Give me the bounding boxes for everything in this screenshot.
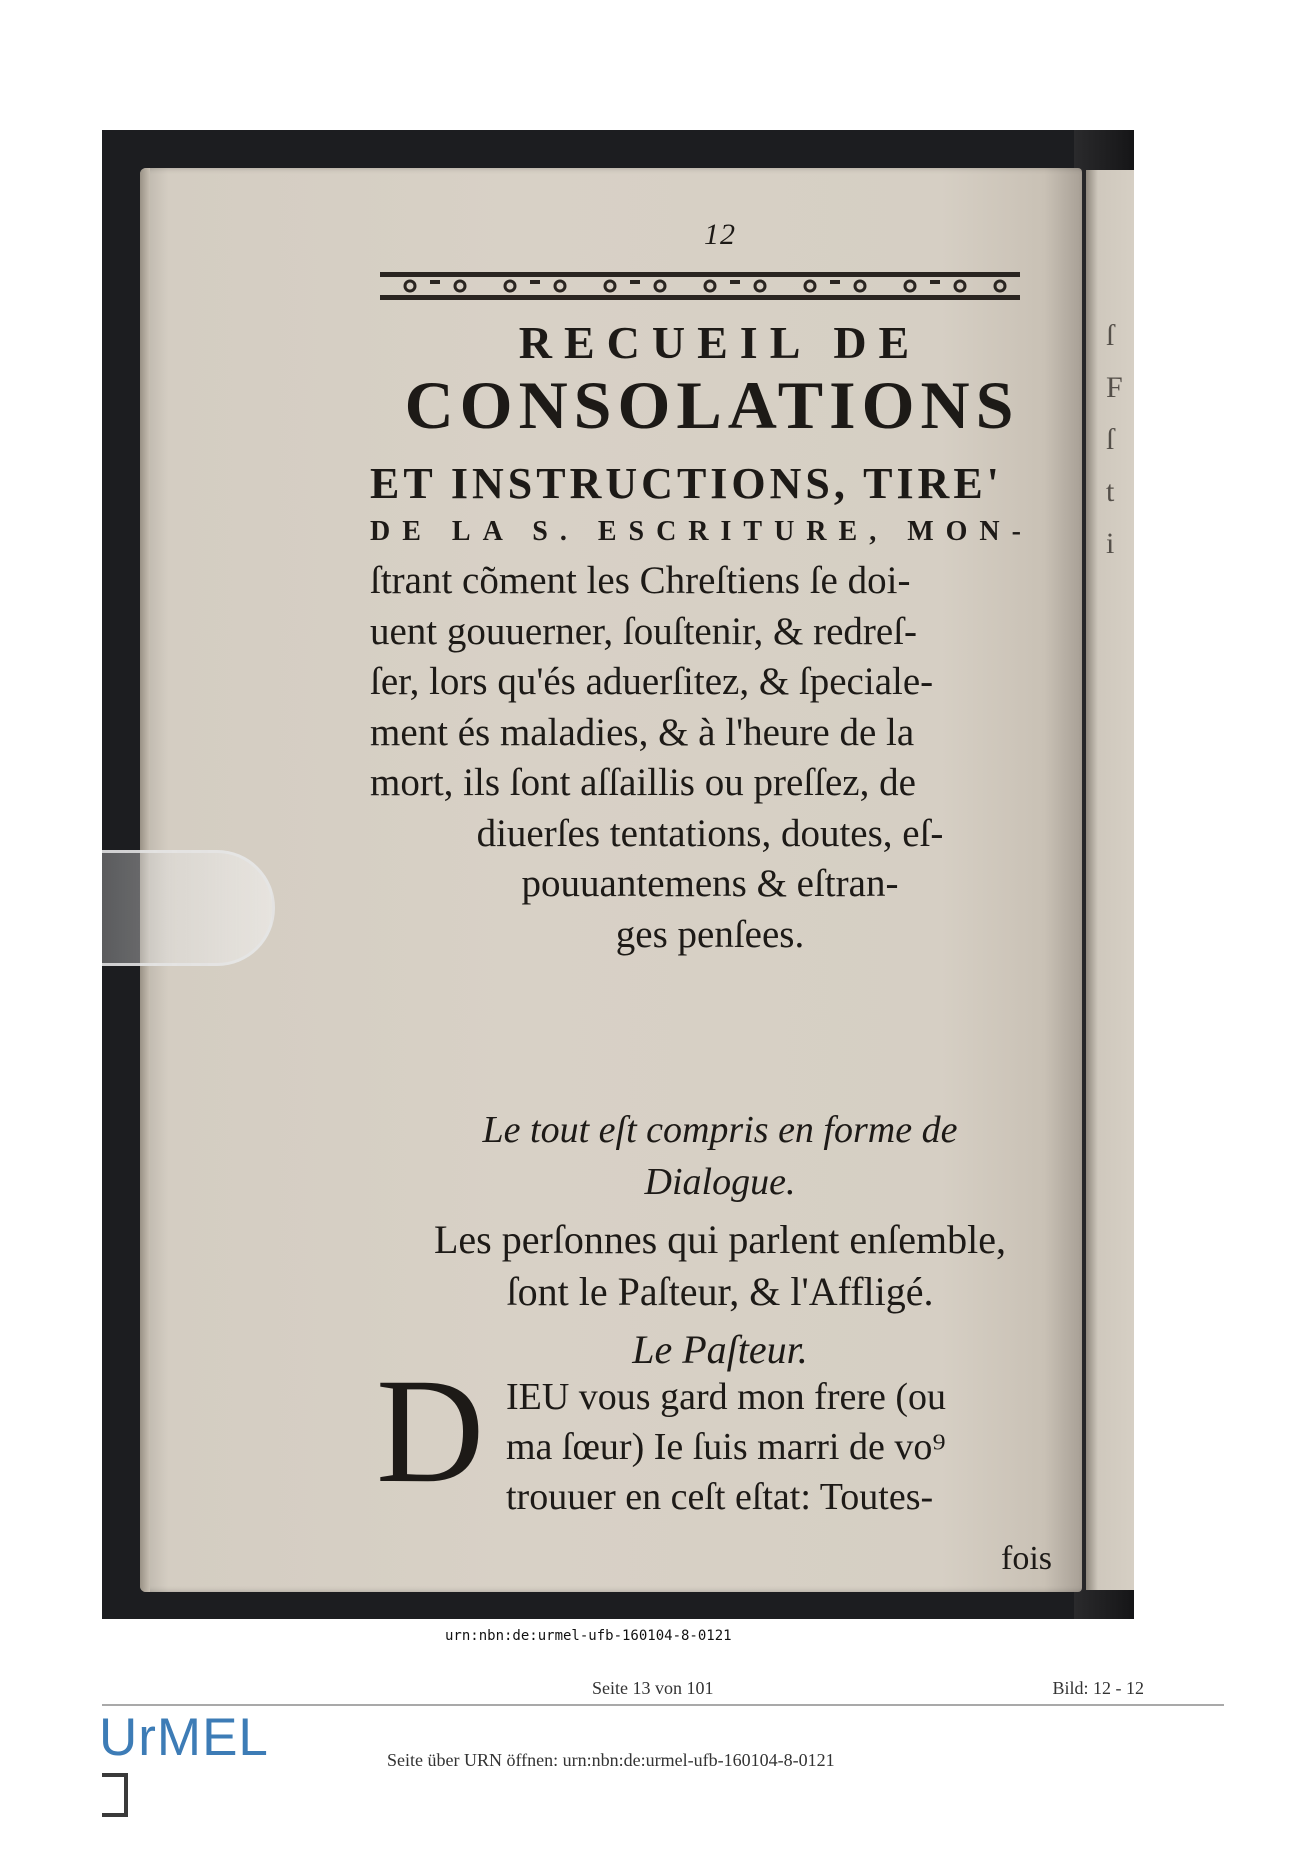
title-line-1: RECUEIL DE <box>518 317 922 368</box>
open-via-urn-link[interactable]: Seite über URN öffnen: urn:nbn:de:urmel-ufb-160104-8-0121 <box>387 1750 835 1770</box>
speakers-line-1: Les perſonnes qui parlent enſemble, <box>433 1217 1007 1262</box>
body-line: pouuantemens & eſtran- <box>521 862 899 905</box>
facing-page-letter: t <box>1106 475 1115 508</box>
page-counter: Seite 13 von 101 <box>592 1678 714 1698</box>
catchword: fois <box>1001 1540 1052 1577</box>
body-line: uent gouuerner, ſouſtenir, & redreſ- <box>370 609 918 653</box>
body-line: ſtrant cõment les Chreſtiens ſe doi- <box>370 559 911 602</box>
scanned-page-image <box>102 130 1134 1619</box>
image-counter: Bild: 12 - 12 <box>1052 1678 1144 1698</box>
form-note-line-2: Dialogue. <box>644 1161 796 1203</box>
dialogue-line: ma ſœur) Ie ſuis marri de vo⁹ <box>506 1426 946 1468</box>
facing-page-letter: i <box>1106 527 1115 560</box>
body-line: ſer, lors qu'és aduerſitez, & ſpeciale- <box>370 660 934 703</box>
speakers-note <box>380 1214 1060 1318</box>
body-line: ment és maladies, & à l'heure de la <box>370 710 915 754</box>
facing-page-letters <box>1106 310 1126 570</box>
dialogue-opening <box>506 1372 1066 1522</box>
ornament-band <box>380 266 1020 306</box>
drop-cap: D <box>376 1348 485 1514</box>
facing-page-edge <box>1086 170 1134 1590</box>
book-leaf <box>140 168 1082 1592</box>
body-line: ges penſees. <box>615 912 805 956</box>
facing-page-letter: ſ <box>1106 319 1115 352</box>
facing-page-letter: ſ <box>1106 423 1115 456</box>
dialogue-line: IEU vous gard mon frere (ou <box>506 1376 947 1418</box>
title-body <box>370 556 1050 960</box>
logo-text: UrMEL <box>99 1708 269 1767</box>
body-line: mort, ils ſont aſſaillis ou preſſez, de <box>370 761 916 804</box>
title-line-3: ET INSTRUCTIONS, TIRE' <box>370 459 1003 508</box>
facing-page-letter: F <box>1106 371 1123 404</box>
urmel-logo[interactable] <box>99 1708 289 1768</box>
logo-box-icon <box>102 1773 128 1817</box>
printed-page-number: 12 <box>704 218 736 251</box>
footer-info-bar <box>102 1676 1224 1706</box>
dialogue-line: trouuer en ceſt eſtat: Toutes- <box>506 1476 934 1518</box>
form-note-line-1: Le tout eſt compris en forme de <box>482 1109 958 1151</box>
speaker-heading: Le Paſteur. <box>632 1327 808 1372</box>
page-clip <box>102 850 275 966</box>
urn-label: urn:nbn:de:urmel-ufb-160104-8-0121 <box>445 1628 732 1644</box>
title-line-2: CONSOLATIONS <box>404 367 1020 443</box>
form-note <box>380 1104 1060 1208</box>
title-line-4: DE LA S. ESCRITURE, MON- <box>370 516 1033 547</box>
speakers-line-2: ſont le Paſteur, & l'Affligé. <box>506 1269 934 1314</box>
body-line: diuerſes tentations, doutes, eſ- <box>476 811 944 855</box>
